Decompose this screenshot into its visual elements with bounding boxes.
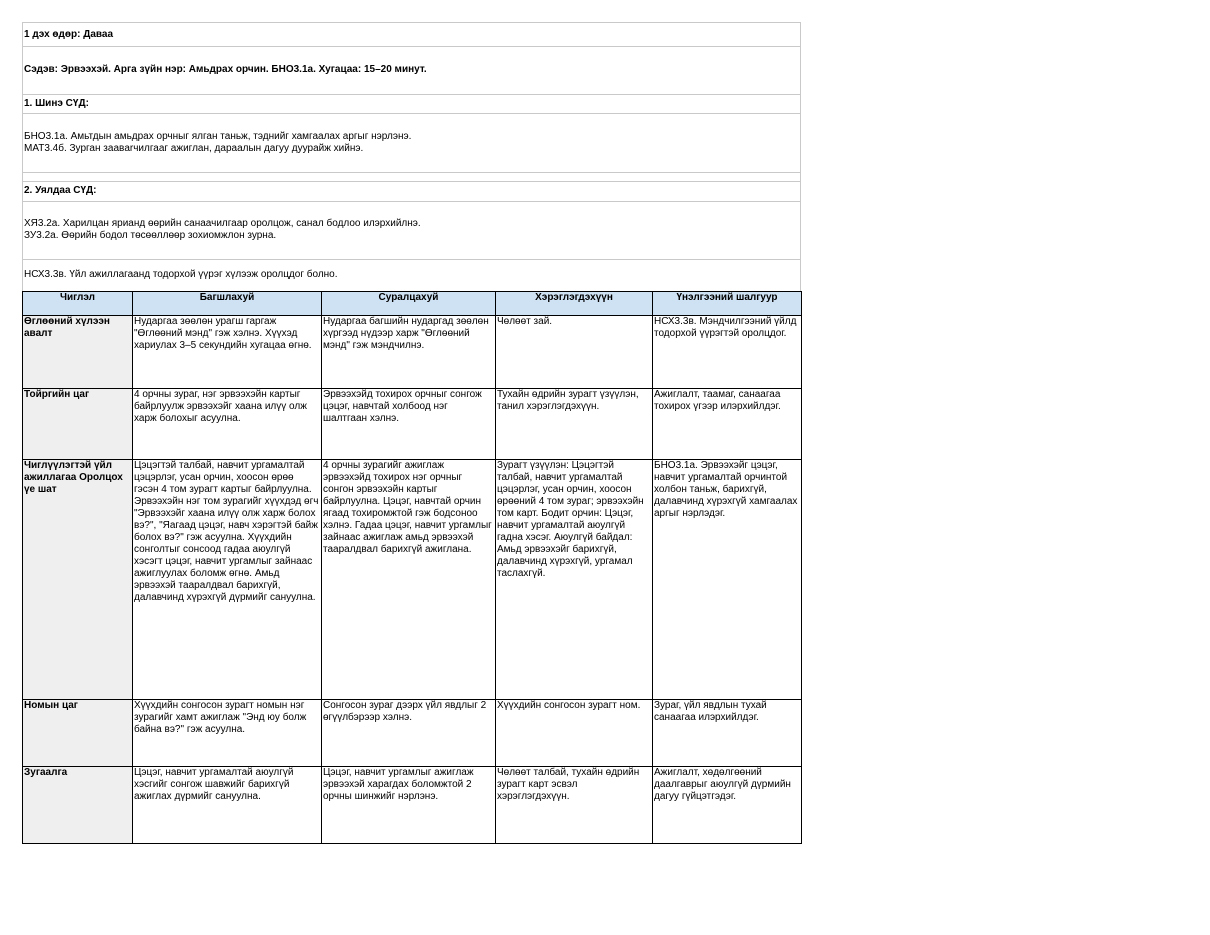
stage-cell: Номын цаг	[23, 700, 133, 767]
materials-cell: Тухайн өдрийн зурагт үзүүлэн, танил хэрэглэгдэхүүн.	[496, 389, 653, 460]
nsx-line: НСХ3.3в. Үйл ажиллагаанд тодорхой үүрэг хүлээж оролцдог болно.	[22, 259, 801, 291]
lesson-table	[22, 291, 802, 844]
new-sud-line-2: МАТ3.4б. Зурган заавarчилгааг ажиглан, дараалын дагуу дуурайж хийнэ.	[24, 143, 364, 154]
cont-sud-line-2: ЗУ3.2а. Өөрийн бодол төсөөллөөр зохиомжлон зурна.	[24, 230, 277, 241]
stage-cell: Тойргийн цаг	[23, 389, 133, 460]
teacher-cell: 4 орчны зураг, нэг эрвээхэйн картыг байрлуулж эрвээхэйг хаана илүү олж харж болохыг асуулна.	[133, 389, 322, 460]
criteria-cell: НСХ3.3в. Мэндчилгээний үйлд тодорхой үүрэгтэй оролцдог.	[653, 316, 802, 389]
new-sud-line-1: БНО3.1а. Амьтдын амьдрах орчныг ялган таньж, тэднийг хамгаалах аргыг нэрлэнэ.	[24, 131, 412, 142]
student-cell: Цэцэг, навчит ургамлыг ажиглаж эрвээхэй харагдах боломжтой 2 орчны шинжийг нэрлэнэ.	[322, 767, 496, 844]
stage-cell: Чиглүүлэгтэй үйл ажиллагаа Оролцох үе шат	[23, 460, 133, 700]
column-header: Суралцахуй	[322, 292, 496, 316]
column-header: Багшлахуй	[133, 292, 322, 316]
materials-cell: Хүүхдийн сонгосон зурагт ном.	[496, 700, 653, 767]
criteria-cell: Зураг, үйл явдлын тухай санаагаа илэрхийлдэг.	[653, 700, 802, 767]
table-row	[23, 767, 802, 844]
materials-cell: Чөлөөт зай.	[496, 316, 653, 389]
new-sud-block	[22, 113, 801, 172]
spacer-row	[22, 172, 801, 181]
student-cell: Нударгаа багшийн нударгад зөөлөн хүргээд нүдээр харж "Өглөөний мэнд" гэж мэндчилнэ.	[322, 316, 496, 389]
table-header-row	[23, 292, 802, 316]
teacher-cell: Цэцэгтэй талбай, навчит ургамалтай цэцэрлэг, усан орчин, хоосон өрөө гэсэн 4 том зурагт картыг байрлуулна. Эрвээхэйн нэг том зурагийг хүүхдэд өгч "Эрвээхэйг хаана илүү олж харж болох вэ?", "Яагаад цэцэг, навч хэрэгтэй байж болох вэ?" гэж асуулна. Хүүхдийн сонголтыг сонсоод гадаа аюулгүй хэсэгт цэцэг, навчит ургамлыг зайнаас ажиглуулах боломж өгнө. Амьд эрвээхэй тааралдвал барихгүй, далавчинд хүрэхгүй дүрмийг сануулна.	[133, 460, 322, 700]
column-header: Үнэлгээний шалгуур	[653, 292, 802, 316]
materials-cell: Зурагт үзүүлэн: Цэцэгтэй талбай, навчит ургамалтай цэцэрлэг, усан орчин, хоосон өрөөний 4 том зураг; эрвээхэйн том карт. Бодит орчин: Цэцэг, навчит ургамалтай аюулгүй гадна хэсэг. Аюулгүй байдал: Амьд эрвээхэйг барихгүй, далавчинд хүрэхгүй, ургамал таслахгүй.	[496, 460, 653, 700]
teacher-cell: Цэцэг, навчит ургамалтай аюулгүй хэсгийг сонгож шавжийг барихгүй ажиглах дүрмийг сануулна.	[133, 767, 322, 844]
materials-cell: Чөлөөт талбай, тухайн өдрийн зурагт карт эсвэл хэрэглэгдэхүүн.	[496, 767, 653, 844]
teacher-cell: Нударгаа зөөлөн урагш гаргаж "Өглөөний мэнд" гэж хэлнэ. Хүүхэд хариулах 3–5 секундийн хугацаа өгнө.	[133, 316, 322, 389]
teacher-cell: Хүүхдийн сонгосон зурагт номын нэг зурагийг хамт ажиглаж "Энд юу болж байна вэ?" гэж асуулна.	[133, 700, 322, 767]
criteria-cell: Ажиглалт, хөдөлгөөний даалгаврыг аюулгүй дүрмийн дагуу гүйцэтгэдэг.	[653, 767, 802, 844]
cont-sud-title: 2. Уялдаа СҮД:	[22, 181, 801, 201]
cont-sud-block	[22, 201, 801, 259]
table-row	[23, 389, 802, 460]
day-title: 1 дэх өдөр: Даваа	[22, 22, 801, 46]
stage-cell: Өглөөний хүлээн авалт	[23, 316, 133, 389]
stage-cell: Зугаалга	[23, 767, 133, 844]
column-header: Хэрэглэгдэхүүн	[496, 292, 653, 316]
criteria-cell: БНО3.1а. Эрвээхэйг цэцэг, навчит ургамалтай орчинтой холбон таньж, барихгүй, далавчинд хүрэхгүй хамгаалах аргыг нэрлэдэг.	[653, 460, 802, 700]
student-cell: 4 орчны зурагийг ажиглаж эрвээхэйд тохирох нэг орчныг сонгон эрвээхэйн картыг байрлуулна. Цэцэг, навчтай орчин ягаад тохиромжтой гэж бодсоноо хэлнэ. Гадаа цэцэг, навчит ургамлыг зайнаас ажиглаж амьд эрвээхэй тааралдвал барихгүй ажиглана.	[322, 460, 496, 700]
table-row	[23, 316, 802, 389]
lesson-plan-sheet	[22, 22, 801, 844]
student-cell: Сонгосон зураг дээрх үйл явдлыг 2 өгүүлбэрээр хэлнэ.	[322, 700, 496, 767]
column-header: Чиглэл	[23, 292, 133, 316]
table-row	[23, 460, 802, 700]
student-cell: Эрвээхэйд тохирох орчныг сонгож цэцэг, навчтай холбоод нэг шалтгаан хэлнэ.	[322, 389, 496, 460]
topic-line: Сэдэв: Эрвээхэй. Арга зүйн нэр: Амьдрах орчин. БНО3.1а. Хугацаа: 15–20 минут.	[22, 46, 801, 94]
table-row	[23, 700, 802, 767]
cont-sud-line-1: ХЯ3.2а. Харилцан ярианд өөрийн санаачилгаар оролцож, санал бодлоо илэрхийлнэ.	[24, 218, 421, 229]
new-sud-title: 1. Шинэ СҮД:	[22, 94, 801, 113]
criteria-cell: Ажиглалт, таамаг, санаагаа тохирох үгээр илэрхийлдэг.	[653, 389, 802, 460]
